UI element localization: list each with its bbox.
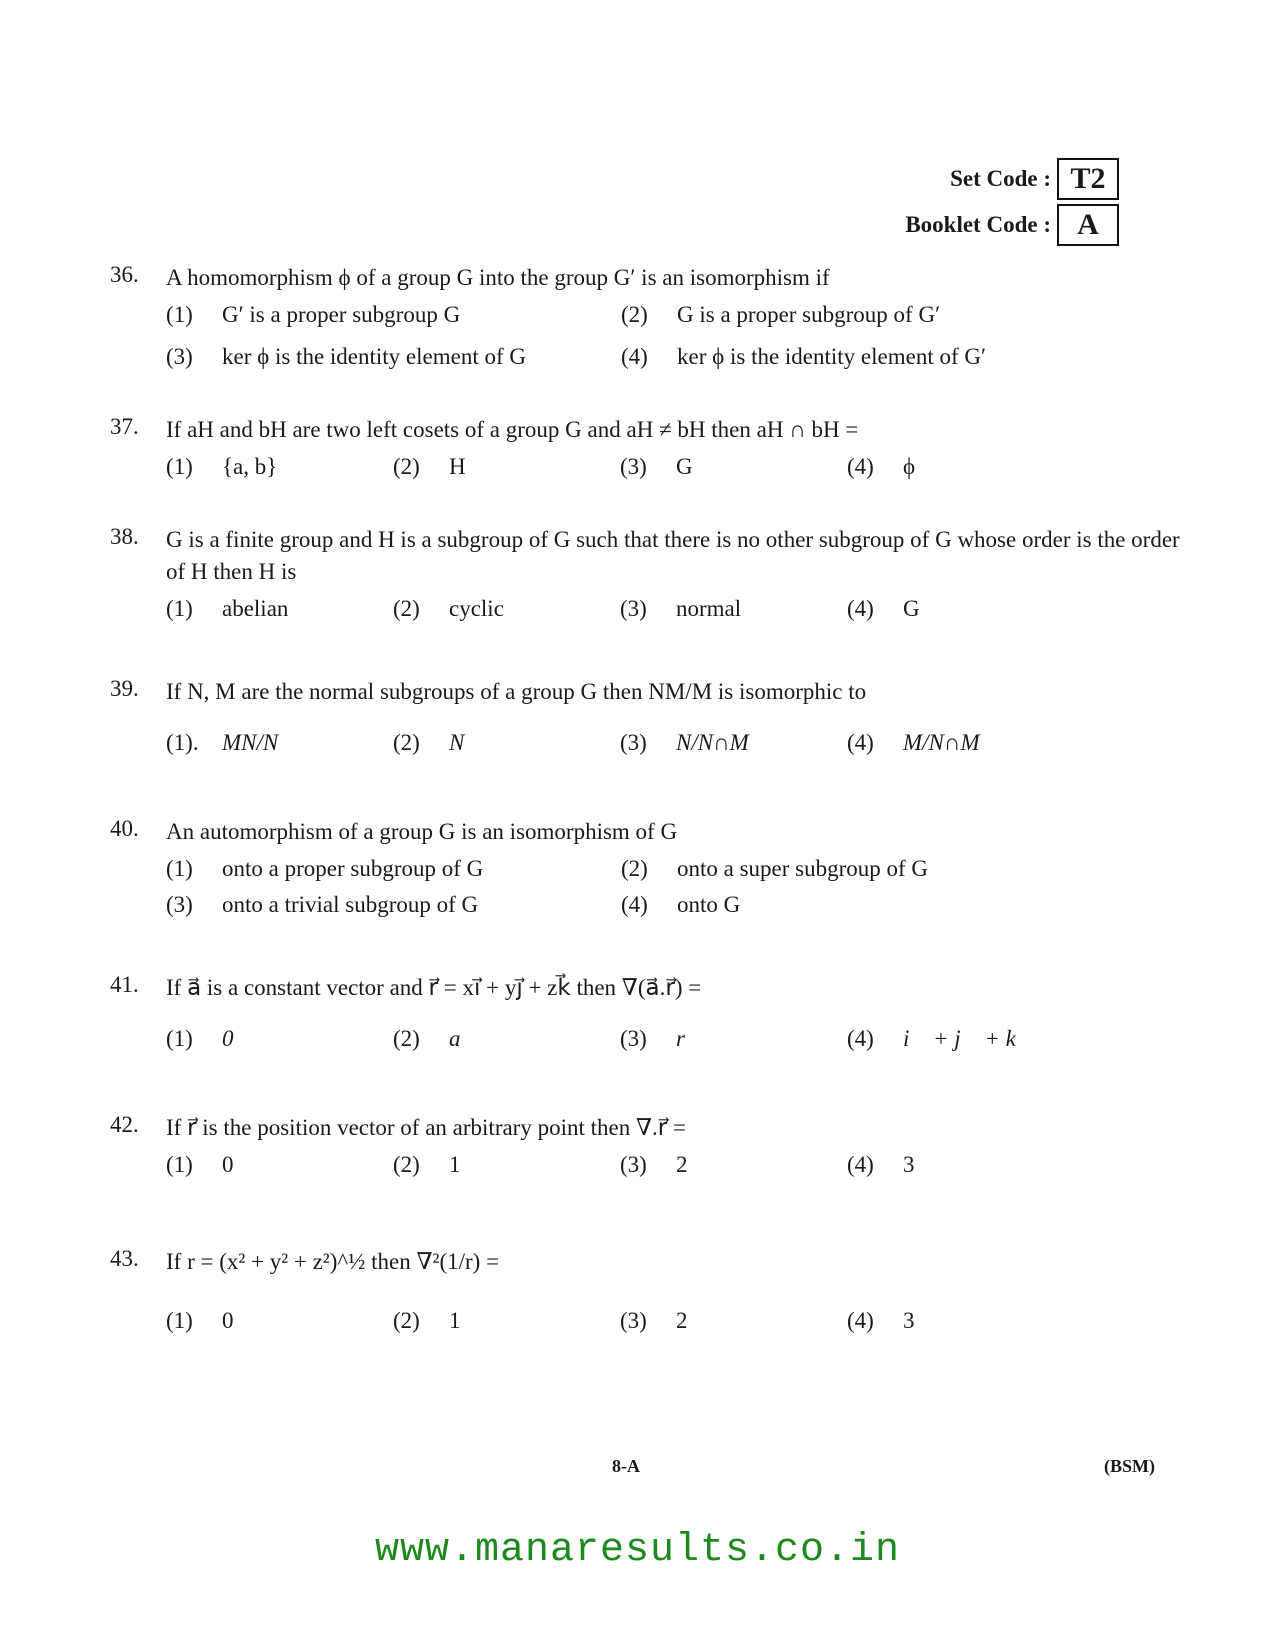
- set-code-label: Set Code :: [950, 166, 1051, 191]
- question-text: If N, M are the normal subgroups of a group G then NM/M is isomorphic to: [166, 679, 867, 704]
- option-text: normal: [676, 596, 742, 621]
- question-number: 38.: [110, 524, 139, 549]
- option-2: [393, 1022, 620, 1056]
- question-number: 36.: [110, 262, 139, 287]
- option-number: (2): [393, 1152, 420, 1177]
- option-text: 2: [676, 1152, 688, 1177]
- option-4: [847, 1304, 1074, 1338]
- option-number: (4): [847, 1152, 874, 1177]
- option-2: [393, 726, 620, 760]
- option-1: [166, 592, 393, 626]
- option-text: N/N∩M: [676, 730, 749, 755]
- option-4: [621, 340, 1076, 374]
- set-code-row: [905, 158, 1119, 200]
- option-number: (2): [393, 596, 420, 621]
- option-number: (1): [166, 596, 193, 621]
- question-41: [110, 972, 1180, 1056]
- option-number: (1): [166, 302, 193, 327]
- option-3: [620, 1304, 847, 1338]
- option-text: abelian: [222, 596, 289, 621]
- option-1: [166, 1304, 393, 1338]
- question-number: 42.: [110, 1112, 139, 1137]
- option-1: [166, 852, 621, 886]
- option-number: (2): [393, 1308, 420, 1333]
- option-text: G: [676, 454, 693, 479]
- option-text: i⃗ + j⃗ + k⃗: [903, 1026, 1034, 1051]
- option-text: H: [449, 454, 466, 479]
- option-3: [620, 592, 847, 626]
- option-number: (2): [393, 454, 420, 479]
- options: [166, 1304, 1180, 1338]
- option-3: [620, 726, 847, 760]
- option-text: N: [449, 730, 465, 755]
- question-39: [110, 676, 1180, 760]
- option-number: (2): [621, 302, 648, 327]
- question-number: 43.: [110, 1246, 139, 1271]
- question-number: 40.: [110, 816, 139, 841]
- options: [166, 298, 1180, 374]
- option-number: (1): [166, 1026, 193, 1051]
- option-text: 3: [903, 1152, 915, 1177]
- paper-code: (BSM): [1104, 1456, 1155, 1476]
- option-number: (3): [620, 1026, 647, 1051]
- option-number: (4): [847, 730, 874, 755]
- option-1: [166, 726, 393, 760]
- option-number: (1): [166, 856, 193, 881]
- option-number: (1).: [166, 730, 199, 755]
- option-2: [621, 298, 1076, 332]
- option-text: onto G: [677, 892, 741, 917]
- option-2: [393, 1148, 620, 1182]
- option-text: ker ϕ is the identity element of G′: [677, 344, 987, 369]
- option-text: cyclic: [449, 596, 504, 621]
- option-number: (3): [620, 730, 647, 755]
- option-text: 1: [449, 1152, 461, 1177]
- options: [166, 852, 1180, 922]
- option-4: [621, 888, 1076, 922]
- option-4: [847, 450, 1074, 484]
- booklet-code-label: Booklet Code :: [905, 212, 1051, 237]
- option-2: [393, 1304, 620, 1338]
- option-text: 0: [222, 1308, 234, 1333]
- option-4: [847, 1148, 1074, 1182]
- option-text: r⃗: [676, 1026, 703, 1051]
- header-codes: [905, 158, 1119, 250]
- option-number: (2): [393, 730, 420, 755]
- option-number: (3): [166, 344, 193, 369]
- page-number: 8-A: [612, 1456, 640, 1476]
- question-text: If aH and bH are two left cosets of a group G and aH ≠ bH then aH ∩ bH =: [166, 417, 859, 442]
- question-text: An automorphism of a group G is an isomorphism of G: [166, 819, 678, 844]
- question-text: If a⃗ is a constant vector and r⃗ = xi⃗ + yj⃗ + zk⃗ then ∇(a⃗.r⃗) =: [166, 975, 702, 1000]
- option-text: G′ is a proper subgroup G: [222, 302, 461, 327]
- option-1: [166, 1148, 393, 1182]
- question-number: 41.: [110, 972, 139, 997]
- question-text: If r⃗ is the position vector of an arbitrary point then ∇.r⃗ =: [166, 1115, 686, 1140]
- question-43: [110, 1246, 1180, 1338]
- question-37: [110, 414, 1180, 484]
- option-number: (3): [620, 1308, 647, 1333]
- option-text: a⃗: [449, 1026, 479, 1051]
- option-2: [393, 450, 620, 484]
- option-text: MN/N: [222, 730, 279, 755]
- booklet-code-value: A: [1057, 204, 1119, 246]
- option-number: (1): [166, 454, 193, 479]
- options: [166, 1148, 1180, 1182]
- booklet-code-row: [905, 204, 1119, 246]
- option-text: 0⃗: [222, 1026, 252, 1051]
- question-text: G is a finite group and H is a subgroup of G such that there is no other subgroup of G whose order is the order of H then H is: [166, 527, 1180, 584]
- option-number: (4): [621, 344, 648, 369]
- option-number: (1): [166, 1152, 193, 1177]
- option-1: [166, 1022, 393, 1056]
- option-3: [166, 888, 621, 922]
- option-2: [393, 592, 620, 626]
- option-number: (3): [620, 1152, 647, 1177]
- option-text: M/N∩M: [903, 730, 980, 755]
- option-4: [847, 1022, 1074, 1056]
- question-number: 37.: [110, 414, 139, 439]
- option-number: (4): [847, 454, 874, 479]
- option-text: onto a trivial subgroup of G: [222, 892, 479, 917]
- option-number: (1): [166, 1308, 193, 1333]
- option-3: [620, 450, 847, 484]
- option-3: [166, 340, 621, 374]
- question-text: If r = (x² + y² + z²)^½ then ∇²(1/r) =: [166, 1249, 500, 1274]
- option-text: 0: [222, 1152, 234, 1177]
- option-4: [847, 592, 1074, 626]
- options: [166, 726, 1180, 760]
- option-number: (4): [847, 1308, 874, 1333]
- question-40: [110, 816, 1180, 922]
- question-42: [110, 1112, 1180, 1182]
- option-text: 3: [903, 1308, 915, 1333]
- options: [166, 1022, 1180, 1056]
- question-text: A homomorphism ϕ of a group G into the group G′ is an isomorphism if: [166, 265, 830, 290]
- option-number: (3): [620, 454, 647, 479]
- option-text: 1: [449, 1308, 461, 1333]
- option-3: [620, 1022, 847, 1056]
- option-3: [620, 1148, 847, 1182]
- option-text: G: [903, 596, 920, 621]
- question-38: [110, 524, 1180, 626]
- option-2: [621, 852, 1076, 886]
- option-1: [166, 298, 621, 332]
- option-1: [166, 450, 393, 484]
- option-text: ker ϕ is the identity element of G: [222, 344, 526, 369]
- option-text: {a, b}: [222, 454, 278, 479]
- question-36: [110, 262, 1180, 374]
- options: [166, 450, 1180, 484]
- website-link[interactable]: www.manaresults.co.in: [374, 1528, 901, 1573]
- option-text: G is a proper subgroup of G′: [677, 302, 941, 327]
- option-text: 2: [676, 1308, 688, 1333]
- option-text: onto a super subgroup of G: [677, 856, 929, 881]
- question-number: 39.: [110, 676, 139, 701]
- option-text: ϕ: [903, 454, 916, 479]
- option-number: (2): [621, 856, 648, 881]
- option-number: (2): [393, 1026, 420, 1051]
- option-number: (3): [620, 596, 647, 621]
- option-text: onto a proper subgroup of G: [222, 856, 484, 881]
- option-number: (3): [166, 892, 193, 917]
- option-4: [847, 726, 1074, 760]
- options: [166, 592, 1180, 626]
- option-number: (4): [621, 892, 648, 917]
- option-number: (4): [847, 596, 874, 621]
- option-number: (4): [847, 1026, 874, 1051]
- set-code-value: T2: [1057, 158, 1119, 200]
